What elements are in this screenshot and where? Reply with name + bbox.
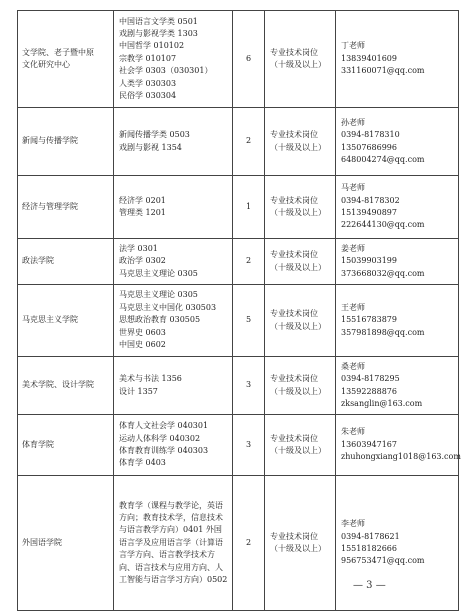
major-description: 教育学（课程与教学论，英语方向；教育技术学，信息技术与语言教学方向）0401 外国语言学及应用语言学（计算语言学方向、语言教学技术方向、语言技术与应用方向、人工智能与语言学习方向）0502 [119,500,228,585]
post-type-cell [265,108,336,176]
major-item: 政治学 0302 [119,256,166,266]
contact-line: 13507686996 [341,142,397,152]
major-item: 中国语言文学类 0501 [119,16,198,26]
contact-line: 648004274@qq.com [341,154,425,164]
contact-line: 桑老师 [341,361,365,371]
contact-line: 孙老师 [341,117,365,127]
contact-line: 15516783879 [341,315,397,325]
post-type-line: 专业技术岗位 [270,433,318,443]
major-item: 体育教育训练学 040303 [119,446,209,455]
contact-line: 朱老师 [341,427,365,437]
contact-cell [336,357,459,415]
majors-cell [114,11,233,108]
major-item: 民俗学 030304 [119,91,177,101]
post-type-cell [265,176,336,239]
contact-line: 373668032@qq.com [341,268,425,278]
majors-cell [114,285,233,357]
major-item: 运动人体科学 040302 [119,433,201,443]
college-name-line: 美术学院、设计学院 [22,380,94,390]
majors-cell [114,176,233,239]
major-item: 法学 0301 [119,243,158,253]
position-count: 2 [233,108,265,176]
major-item: 马克思主义理论 0305 [119,290,198,300]
contact-cell [336,239,459,285]
majors-cell [114,476,233,611]
post-type-cell [265,11,336,108]
contact-line: 丁老师 [341,41,365,51]
post-type-line: 专业技术岗位 [270,531,318,541]
post-type-line: 专业技术岗位 [270,195,318,205]
table-row [18,11,459,108]
college-name-line: 经济与管理学院 [22,201,78,211]
contact-line: 0394-8178302 [341,195,400,205]
position-count: 5 [233,285,265,357]
contact-cell [336,285,459,357]
position-count: 3 [233,357,265,415]
post-type-line: （十级及以上） [270,386,326,396]
recruitment-table [17,10,459,611]
post-type-line: （十级及以上） [270,321,326,331]
position-count: 6 [233,11,265,108]
college-cell [18,415,114,476]
majors-cell [114,357,233,415]
post-type-line: 专业技术岗位 [270,130,318,140]
contact-line: 331160071@qq.com [341,66,425,76]
major-item: 马克思主义理论 0305 [119,268,198,278]
position-count: 3 [233,415,265,476]
college-name-line: 外国语学院 [22,537,62,547]
contact-line: 15518182666 [341,544,397,553]
major-item: 戏剧与影视学类 1303 [119,28,198,38]
college-name-line: 体育学院 [22,439,54,449]
college-cell [18,108,114,176]
table-row [18,176,459,239]
majors-cell [114,239,233,285]
post-type-line: （十级及以上） [270,208,326,217]
table-row [18,285,459,357]
table-row [18,108,459,176]
majors-cell [114,108,233,176]
college-name-line: 政法学院 [22,256,54,266]
post-type-line: 专业技术岗位 [270,47,318,57]
table-row [18,476,459,611]
major-item: 中国史 0602 [119,340,166,350]
college-cell [18,285,114,357]
major-item: 体育人文社会学 040301 [119,421,209,431]
contact-line: 357981898@qq.com [341,327,425,337]
college-cell [18,239,114,285]
major-item: 社会学 0303（030301） [119,66,213,76]
major-item: 设计 1357 [119,386,158,396]
contact-line: zhuhongxiang1018@163.com [341,452,461,462]
major-item: 戏剧与影视 1354 [119,142,182,152]
contact-cell [336,176,459,239]
contact-line: 王老师 [341,302,365,312]
college-cell [18,11,114,108]
college-cell [18,476,114,611]
college-cell [18,357,114,415]
major-item: 马克思主义中国化 030503 [119,302,217,312]
college-name-line: 马克思主义学院 [22,315,78,325]
post-type-cell [265,285,336,357]
post-type-cell [265,357,336,415]
contact-cell [336,108,459,176]
contact-line: 姜老师 [341,243,365,253]
post-type-cell [265,239,336,285]
position-count: 2 [233,239,265,285]
post-type-cell [265,415,336,476]
college-cell [18,176,114,239]
major-item: 世界史 0603 [119,327,166,337]
contact-line: 马老师 [341,183,365,193]
college-name-line: 新闻与传播学院 [22,136,78,146]
contact-line: 13603947167 [341,439,397,449]
college-name-line: 文化研究中心 [22,60,70,69]
position-count: 1 [233,176,265,239]
post-type-line: 专业技术岗位 [270,309,318,319]
contact-cell [336,415,459,476]
major-item: 思想政治教育 030505 [119,315,201,325]
post-type-line: （十级及以上） [270,262,326,272]
position-count: 2 [233,476,265,611]
contact-line: 0394-8178621 [341,531,400,541]
major-item: 新闻传播学类 0503 [119,130,190,140]
contact-line: 956753471@qq.com [341,556,425,566]
college-name-line: 文学院、老子暨中原 [22,47,94,57]
page-number: — 3 — [353,580,386,591]
major-item: 中国哲学 010102 [119,41,185,51]
contact-line: 0394-8178295 [341,374,400,384]
major-item: 经济学 0201 [119,195,166,205]
contact-line: 13592288876 [341,386,397,396]
contact-line: 222644130@qq.com [341,220,425,230]
major-item: 美术与书法 1356 [119,374,182,384]
post-type-line: （十级及以上） [270,60,326,69]
post-type-line: （十级及以上） [270,446,326,455]
majors-cell [114,415,233,476]
contact-line: 15039903199 [341,256,397,266]
contact-line: 李老师 [341,519,365,529]
major-item: 宗教学 010107 [119,53,177,63]
contact-cell [336,11,459,108]
post-type-cell [265,476,336,611]
contact-line: 0394-8178310 [341,130,400,140]
post-type-line: 专业技术岗位 [270,250,318,260]
contact-line: 15139490897 [341,208,397,217]
major-item: 管理类 1201 [119,208,166,217]
table-row [18,239,459,285]
major-item: 人类学 030303 [119,78,177,88]
contact-line: 13839401609 [341,53,397,63]
post-type-line: 专业技术岗位 [270,374,318,384]
contact-line: zksanglin@163.com [341,398,423,408]
post-type-line: （十级及以上） [270,544,326,553]
major-item: 体育学 0403 [119,458,166,468]
post-type-line: （十级及以上） [270,142,326,152]
table-row [18,415,459,476]
table-row [18,357,459,415]
